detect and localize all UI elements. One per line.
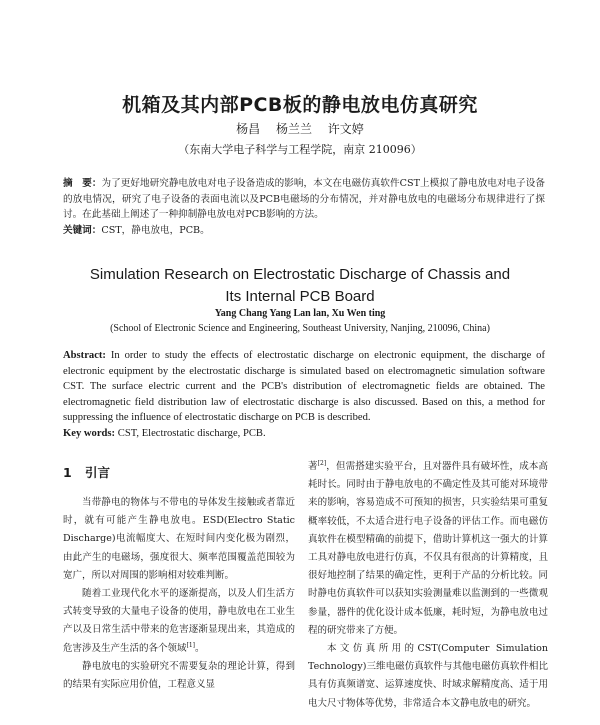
paragraph: 本文仿真所用的CST(Computer Simulation Technology)三维电磁仿真软件与其他电磁仿真软件相比具有仿真频谱宽、运算速度快、时域求解精度高、适于用电大尺寸物体等优势，非常适合本文静电放电的研究。 — [308, 643, 548, 709]
paragraph — [63, 585, 295, 658]
citation: [1] — [186, 641, 196, 649]
chinese-abstract — [63, 176, 545, 223]
chinese-keywords-text: CST，静电放电，PCB。 — [101, 225, 210, 236]
citation: [2] — [317, 459, 327, 467]
english-keywords-text: CST, Electrostatic discharge, PCB. — [117, 428, 266, 439]
chinese-keywords — [63, 222, 545, 236]
english-title-line-1: Simulation Research on Electrostatic Discharge of Chassis and — [89, 266, 511, 283]
chinese-title: 机箱及其内部PCB板的静电放电仿真研究 — [122, 94, 478, 116]
english-keywords — [63, 428, 545, 439]
paragraph-end: 。 — [195, 642, 205, 654]
chinese-authors: 杨昌 杨兰兰 许文婷 — [236, 122, 364, 136]
chinese-abstract-label: 摘 要： — [63, 178, 102, 189]
section-title: 引言 — [85, 465, 111, 480]
right-column — [308, 458, 548, 713]
paragraph-text: ，但需搭建实验平台，且对器件具有破坏性，成本高耗时长。同时由于静电放电的不确定性及其可能对环境带来的影响，容易造成不可预知的损害，只实验结果可重复概率较低，不太适合进行电子设备的评估工作。而电磁仿真软件在模型精确的前提下，借助计算机这一强大的计算工具对静电放电进行仿真，不仅具有很高的计算精度，且很好地控制了结果的确定性，更利于产品的分析比较。同时静电仿真软件可以获知实验测量难以监测到的一些微观参量，器件的优化设计成本低廉，耗时短，为静电放电过程的研究带来了方便。 — [308, 461, 548, 636]
english-abstract — [63, 348, 545, 426]
english-authors: Yang Chang Yang Lan lan, Xu Wen ting — [214, 308, 386, 319]
paragraph-start: 著 — [308, 461, 318, 472]
english-abstract-label: Abstract: — [63, 350, 106, 361]
english-title — [60, 264, 540, 308]
english-affiliation: (School of Electronic Science and Engineering, Southeast University, Nanjing, 210096, China) — [110, 323, 490, 334]
left-column — [63, 462, 295, 694]
chinese-abstract-text: 为了更好地研究静电放电对电子设备造成的影响，本文在电磁仿真软件CST上模拟了静电放电对电子设备的放电情况，研究了电子设备的表面电流以及PCB电磁场的分布情况，并对静电放电的电磁场分布规律进行了探讨。在此基础上阐述了一种抑制静电放电对PCB影响的方法。 — [63, 178, 546, 220]
english-abstract-text: In order to study the effects of electrostatic discharge on electronic equipment, the discharge of electronic equipment by the electrostatic discharge is simulated based on electromagnetic simulation software CST. The surface electric current and the PCB's distribution of electromagnetic fields are obtained. The electromagnetic field distribution law of electrostatic discharge is also discussed. Based on this, a method for suppressing the influence of electrostatic discharge on PCB is described. — [63, 350, 545, 424]
section-number: 1 — [63, 465, 72, 480]
english-keywords-label: Key words: — [63, 428, 116, 439]
chinese-keywords-label: 关键词： — [63, 225, 102, 236]
english-title-line-2: Its Internal PCB Board — [225, 288, 375, 305]
paragraph — [308, 458, 548, 640]
paragraph-text: 随着工业现代化水平的逐渐提高，以及人们生活方式转变导致的大量电子设备的使用，静电放电在工业生产以及日常生活中带来的危害逐渐显现出来，其造成的危害涉及生产生活的各个领域 — [63, 588, 295, 654]
chinese-affiliation: （东南大学电子科学与工程学院，南京 210096） — [178, 143, 422, 156]
paragraph: 静电放电的实验研究不需要复杂的理论计算，得到的结果有实际应用价值，工程意义显 — [63, 660, 295, 691]
paragraph: 当带静电的物体与不带电的导体发生接触或者靠近时，就有可能产生静电放电。ESD(Electro Static Discharge)电流幅度大、在短时间内变化极为剧烈，由此产生的电磁场，强度很大、频率范围覆盖范围较为宽广，所以对周围的影响相对较难判断。 — [63, 497, 295, 581]
section-heading — [63, 462, 295, 484]
